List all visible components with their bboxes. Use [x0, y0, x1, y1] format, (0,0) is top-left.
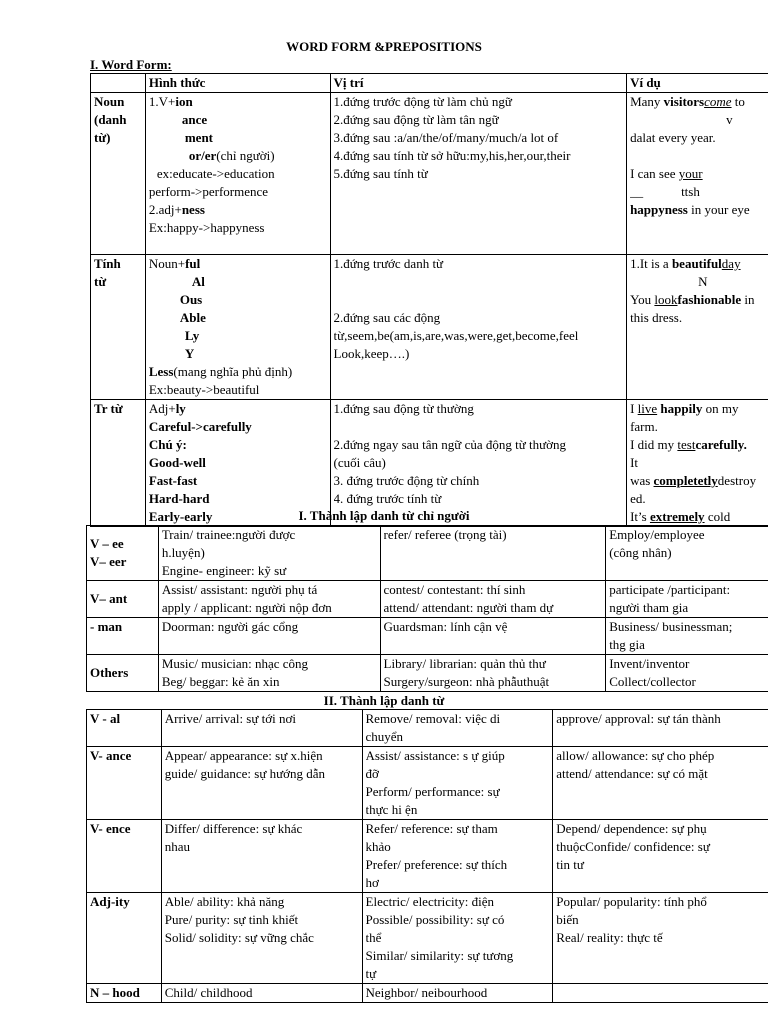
- text-line: or/er: [188, 148, 217, 163]
- table-row: [87, 984, 768, 1003]
- text-line: attend/ attendant: người tham dự: [383, 600, 554, 615]
- text-line: It’s: [630, 509, 650, 524]
- table-row: [87, 820, 768, 893]
- text-line: biến: [556, 912, 579, 927]
- noun-example-cell: [627, 93, 768, 255]
- text-line: N: [698, 274, 708, 289]
- text-line: [149, 255, 327, 273]
- text-line: cold: [704, 509, 731, 524]
- text-line: [630, 147, 766, 165]
- row-label: [87, 655, 159, 692]
- text-line: Able: [179, 310, 206, 325]
- text-line: từ): [94, 130, 111, 145]
- text-line: Arrive/ arrival: sự tới nơi: [164, 711, 296, 726]
- noun-form-cell: [145, 93, 330, 255]
- text-line: 2.đứng ngay sau tân ngữ của động từ thường: [333, 437, 567, 452]
- text-line: ion: [175, 94, 193, 109]
- text-line: từ: [94, 274, 107, 289]
- row-label: V- ance: [87, 747, 162, 820]
- text-line: your: [678, 166, 703, 181]
- table-cell: [553, 747, 768, 820]
- row-label-noun: [91, 93, 146, 255]
- text-line: h.luyện): [161, 545, 205, 560]
- text-line: Remove/ removal: việc di: [365, 711, 501, 726]
- text-line: Train/ trainee:người được: [161, 527, 296, 542]
- text-line: v: [726, 112, 733, 127]
- text-line: Ex:happy->happyness: [148, 220, 265, 235]
- text-line: Perform/ performance: sự: [365, 784, 500, 799]
- text-line: [149, 201, 327, 219]
- text-line: Noun+: [148, 256, 186, 271]
- row-label-adverb: Tr từ: [91, 400, 146, 527]
- table-cell: [553, 984, 768, 1003]
- row-label: [87, 581, 159, 618]
- text-line: 1.đứng trước danh từ: [333, 256, 444, 271]
- text-line: come: [704, 94, 732, 109]
- text-line: You: [630, 292, 655, 307]
- adjective-position-cell: [330, 255, 627, 400]
- text-line: Assist/ assistance: s ự giúp: [365, 748, 505, 763]
- text-line: 4. đứng trước tính từ: [333, 491, 442, 506]
- table-cell: [606, 618, 768, 655]
- text-line: ed.: [630, 491, 646, 506]
- text-line: V– eer: [90, 554, 127, 569]
- header-empty: [91, 74, 146, 93]
- text-line: Guardsman: lính cận vệ: [383, 619, 508, 634]
- table-row: [87, 526, 768, 581]
- table-row: [87, 893, 768, 984]
- table-row: [87, 747, 768, 820]
- text-line: tin tư: [556, 857, 584, 872]
- noun-position-cell: [330, 93, 627, 255]
- text-line: Possible/ possibility: sự có: [365, 912, 505, 927]
- text-line: người tham gia: [609, 600, 689, 615]
- text-line: Al: [191, 274, 205, 289]
- text-line: [334, 291, 624, 309]
- section-heading-word-form: I. Word Form:: [90, 57, 172, 72]
- text-line: visitors: [663, 94, 705, 109]
- text-line: Others: [90, 665, 129, 680]
- adjective-form-cell: [145, 255, 330, 400]
- text-line: Hard-hard: [148, 491, 210, 506]
- table-cell: [380, 618, 606, 655]
- text-line: happily: [660, 401, 703, 416]
- text-line: từ,seem,be(am,is,are,was,were,get,become,feel: [333, 328, 579, 343]
- text-line: Surgery/surgeon: nhà phẫuthuật: [383, 674, 550, 689]
- table-cell: [161, 747, 362, 820]
- text-line: this dress.: [630, 310, 683, 325]
- text-line: [149, 147, 327, 165]
- text-line: Library/ librarian: quản thủ thư: [383, 656, 546, 671]
- text-line: [630, 472, 766, 490]
- text-line: Fast-fast: [148, 473, 198, 488]
- text-line: beautiful: [671, 256, 722, 271]
- text-line: Electric/ electricity: điện: [365, 894, 495, 909]
- text-line: 2.đứng sau động từ làm tân ngữ: [333, 112, 499, 127]
- text-line: Look,keep….): [333, 346, 410, 361]
- table-cell: [362, 747, 553, 820]
- text-line: Many: [630, 94, 664, 109]
- table-cell: [158, 655, 380, 692]
- text-line: V – ee: [90, 536, 124, 551]
- text-line: participate /participant:: [609, 582, 731, 597]
- table-cell: [553, 893, 768, 984]
- header-form: Hình thức: [145, 74, 330, 93]
- text-line: dalat every year.: [630, 130, 716, 145]
- text-line: I: [630, 401, 638, 416]
- text-line: [630, 436, 766, 454]
- table-cell: [161, 820, 362, 893]
- text-line: ness: [181, 202, 205, 217]
- text-line: Assist/ assistant: người phụ tá: [161, 582, 318, 597]
- text-line: tự: [365, 966, 377, 981]
- row-label: [87, 526, 159, 581]
- text-line: Employ/employee: [609, 527, 705, 542]
- text-line: [630, 291, 766, 309]
- text-line: 1.It is a: [630, 256, 672, 271]
- table-row: [87, 710, 768, 747]
- table-row-adjective: [91, 255, 768, 400]
- text-line: Beg/ beggar: kẻ ăn xin: [161, 674, 280, 689]
- text-line: 2.đứng sau các động: [333, 310, 441, 325]
- table-cell: [161, 893, 362, 984]
- text-line: 3.đứng sau :a/an/the/of/many/much/a lot of: [333, 130, 559, 145]
- text-line: Music/ musician: nhạc công: [161, 656, 309, 671]
- page-title: WORD FORM &PREPOSITIONS: [286, 39, 482, 54]
- row-label: Adj-ity: [87, 893, 162, 984]
- text-line: 4.đứng sau tính từ sở hữu:my,his,her,our,their: [333, 148, 571, 163]
- text-line: allow/ allowance: sự cho phép: [556, 748, 715, 763]
- text-line: fashionable: [677, 292, 742, 307]
- text-line: Pure/ purity: sự tinh khiết: [164, 912, 299, 927]
- text-line: Adj+: [148, 401, 176, 416]
- text-line: [630, 165, 766, 183]
- text-line: 1.đứng sau động từ thường: [333, 401, 474, 416]
- text-line: ful: [185, 256, 201, 271]
- text-line: (công nhân): [609, 545, 672, 560]
- row-label-adjective: [91, 255, 146, 400]
- text-line: Good-well: [148, 455, 206, 470]
- text-line: Business/ businessman;: [609, 619, 733, 634]
- text-line: Depend/ dependence: sự phụ: [556, 821, 707, 836]
- text-line: happyness: [630, 202, 688, 217]
- text-line: Appear/ appearance: sự x.hiện: [164, 748, 323, 763]
- text-line: thg gia: [609, 637, 645, 652]
- text-line: Early-early: [148, 509, 213, 524]
- text-line: ex:educate->education: [156, 166, 275, 181]
- text-line: ly: [175, 401, 186, 416]
- row-label: [87, 618, 159, 655]
- text-line: 1.đứng trước động từ làm chủ ngữ: [333, 94, 512, 109]
- text-line: hơ: [365, 875, 379, 890]
- table-cell: [606, 526, 768, 581]
- text-line: [630, 183, 766, 201]
- text-line: Differ/ difference: sự khác: [164, 821, 303, 836]
- text-line: (mang nghĩa phủ định): [173, 364, 293, 379]
- table-cell: [362, 984, 553, 1003]
- text-line: Invent/inventor: [609, 656, 690, 671]
- word-form-table: [90, 73, 768, 527]
- text-line: I can see: [630, 166, 679, 181]
- text-line: [149, 363, 327, 381]
- text-line: farm.: [630, 419, 658, 434]
- text-line: thực hi ện: [365, 802, 418, 817]
- table-row: [87, 618, 768, 655]
- text-line: [630, 201, 766, 219]
- noun-formation-table: [86, 709, 768, 1003]
- table-cell: [380, 581, 606, 618]
- text-line: ment: [184, 130, 214, 145]
- table-row: [87, 581, 768, 618]
- text-line: It: [630, 455, 639, 470]
- text-line: day: [721, 256, 741, 271]
- text-line: (danh: [94, 112, 127, 127]
- text-line: Similar/ similarity: sự tương: [365, 948, 514, 963]
- text-line: Child/ childhood: [164, 985, 253, 1000]
- text-line: carefully.: [695, 437, 747, 452]
- table-cell: [362, 893, 553, 984]
- text-line: Y: [184, 346, 195, 361]
- table-cell: [606, 655, 768, 692]
- text-line: live: [637, 401, 658, 416]
- person-nouns-table: [86, 525, 768, 692]
- table-cell: [553, 710, 768, 747]
- text-line: Tính: [94, 256, 121, 271]
- text-line: [630, 255, 766, 273]
- text-line: approve/ approval: sự tán thành: [556, 711, 721, 726]
- text-line: Less: [148, 364, 174, 379]
- text-line: (chỉ người): [216, 148, 275, 163]
- text-line: destroy: [717, 473, 757, 488]
- text-line: Engine- engineer: kỹ sư: [161, 563, 287, 578]
- text-line: chuyển: [365, 729, 404, 744]
- text-line: to: [731, 94, 745, 109]
- text-line: Able/ ability: khả năng: [164, 894, 285, 909]
- text-line: Popular/ popularity: tính phổ: [556, 894, 707, 909]
- header-example: Ví dụ: [627, 74, 768, 93]
- text-line: in your eye: [687, 202, 750, 217]
- row-label: V- ence: [87, 820, 162, 893]
- text-line: completetly: [653, 473, 718, 488]
- text-line: Chú ý:: [148, 437, 187, 452]
- row-label: V - al: [87, 710, 162, 747]
- text-line: [149, 400, 327, 418]
- text-line: in: [741, 292, 755, 307]
- table-cell: [380, 526, 606, 581]
- row-label: N – hood: [87, 984, 162, 1003]
- caption-person-nouns: I. Thành lập danh từ chỉ người: [298, 508, 470, 523]
- text-line: [630, 400, 766, 418]
- text-line: extremely: [649, 509, 705, 524]
- text-line: 3. đứng trước động từ chính: [333, 473, 480, 488]
- text-line: was: [630, 473, 654, 488]
- text-line: Careful->carefully: [148, 419, 252, 434]
- text-line: Refer/ reference: sự tham: [365, 821, 498, 836]
- text-line: __: [630, 184, 644, 199]
- table-row-noun: [91, 93, 768, 255]
- text-line: Noun: [94, 94, 125, 109]
- table-cell: [380, 655, 606, 692]
- text-line: refer/ referee (trọng tài): [383, 527, 507, 542]
- text-line: apply / applicant: người nộp đơn: [161, 600, 332, 615]
- text-line: Ly: [184, 328, 200, 343]
- table-header-row: [91, 74, 768, 93]
- text-line: thuộcConfide/ confidence: sự: [556, 839, 710, 854]
- table-cell: [158, 618, 380, 655]
- text-line: Solid/ solidity: sự vững chắc: [164, 930, 314, 945]
- text-line: [149, 93, 327, 111]
- text-line: on my: [702, 401, 739, 416]
- text-line: perform->performence: [148, 184, 269, 199]
- text-line: Prefer/ preference: sự thích: [365, 857, 508, 872]
- text-line: - man: [90, 619, 123, 634]
- text-line: thể: [365, 930, 382, 945]
- text-line: [334, 273, 624, 291]
- table-cell: [606, 581, 768, 618]
- table-cell: [362, 710, 553, 747]
- text-line: Ex:beauty->beautiful: [148, 382, 260, 397]
- table-cell: [161, 710, 362, 747]
- adjective-example-cell: [627, 255, 768, 400]
- text-line: Collect/collector: [609, 674, 696, 689]
- caption-noun-formation: II. Thành lập danh từ: [323, 693, 445, 708]
- table-cell: [158, 581, 380, 618]
- text-line: I did my: [630, 437, 678, 452]
- text-line: attend/ attendance: sự có mặt: [556, 766, 708, 781]
- text-line: Neighbor/ neibourhood: [365, 985, 488, 1000]
- table-cell: [553, 820, 768, 893]
- table-cell: [161, 984, 362, 1003]
- table-cell: [158, 526, 380, 581]
- text-line: guide/ guidance: sự hướng dẫn: [164, 766, 326, 781]
- text-line: V– ant: [90, 591, 128, 606]
- text-line: [630, 93, 766, 111]
- text-line: ttsh: [681, 184, 700, 199]
- text-line: khảo: [365, 839, 391, 854]
- text-line: 2.adj+: [148, 202, 182, 217]
- header-position: Vị trí: [330, 74, 627, 93]
- text-line: 5.đứng sau tính từ: [333, 166, 428, 181]
- text-line: (cuối câu): [333, 455, 386, 470]
- text-line: ance: [181, 112, 208, 127]
- text-line: test: [677, 437, 696, 452]
- text-line: [334, 418, 624, 436]
- text-line: Real/ reality: thực tế: [556, 930, 663, 945]
- text-line: look: [654, 292, 678, 307]
- table-row: [87, 655, 768, 692]
- text-line: 1.V+: [148, 94, 176, 109]
- text-line: nhau: [164, 839, 191, 854]
- text-line: đỡ: [365, 766, 379, 781]
- text-line: Doorman: người gác cổng: [161, 619, 299, 634]
- table-cell: [362, 820, 553, 893]
- text-line: contest/ contestant: thí sinh: [383, 582, 526, 597]
- text-line: Ous: [179, 292, 203, 307]
